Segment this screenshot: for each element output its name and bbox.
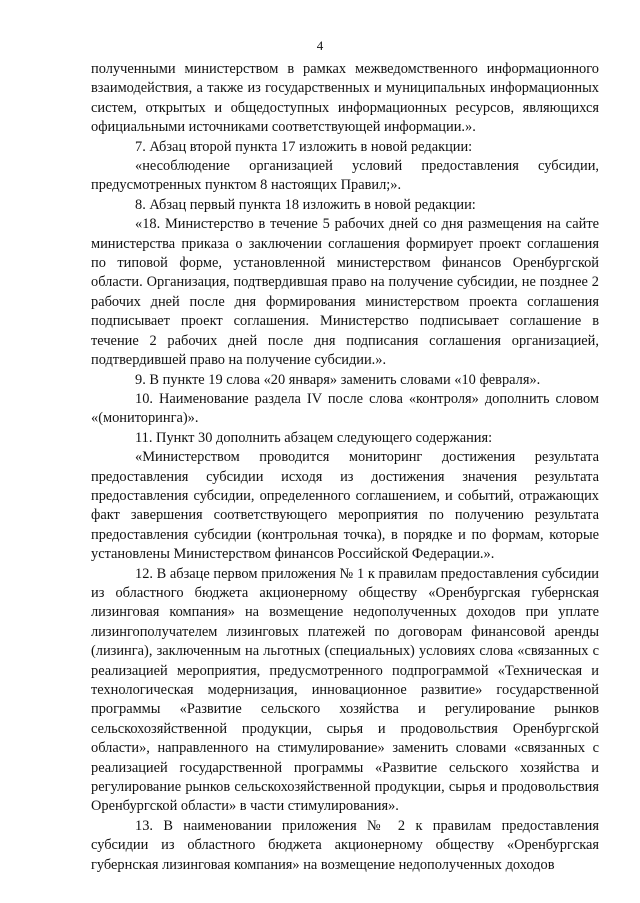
paragraph-item-9: 9. В пункте 19 слова «20 января» заменить словами «10 февраля». [135,371,541,388]
page-number: 4 [316,38,324,53]
paragraph-item-13: 13. В наименовании приложения № 2 к правилам предоставления субсидии из областного бюджета акционерному обществу «Оренбургская губернская лизинговая компания» на возмещение недополученных доходов [91,817,599,873]
paragraph-item-12: 12. В абзаце первом приложения № 1 к правилам предоставления субсидии из областного бюджета акционерному обществу «Оренбургская губернская лизинговая компания» на возмещение недополученных доходов при уплате лизингополучателем лизинговых платежей по договорам финансовой аренды (лизинга), заключенным на льготных (специальных) условиях слова «связанных с реализацией мероприятия, предусмотренного подпрограммой «Техническая и технологическая модернизация, инновационное развитие» государственной программы «Развитие сельского хозяйства и регулирование рынков сельскохозяйственной продукции, сырья и продовольствия Оренбургской области», направленного на стимулирование» заменить словами «связанных с реализацией государственной программы «Развитие сельского хозяйства и регулирование рынков сельскохозяйственной продукции, сырья и продовольствия Оренбургской области» в части стимулирования». [91,565,599,815]
paragraph-quote-item-8: «18. Министерство в течение 5 рабочих дней со дня размещения на сайте министерства приказа о заключении соглашения формирует проект соглашения по типовой форме, установленной министерством финансов Оренбургской области. Организация, подтвердившая право на получение субсидии, не позднее 2 рабочих дней после дня формирования министерством проекта соглашения подписывает проект соглашения. Министерство подписывает соглашение в течение 2 рабочих дней после дня подписания соглашения организацией, подтвердившей право на получение субсидии.». [91,216,599,369]
paragraph-item-7: 7. Абзац второй пункта 17 изложить в новой редакции: [135,138,473,155]
paragraph-item-8: 8. Абзац первый пункта 18 изложить в новой редакции: [135,196,476,213]
paragraph-continuation: полученными министерством в рамках межведомственного информационного взаимодействия, а также из государственных и муниципальных информационных систем, открытых и общедоступных информационных ресурсов, являющихся официальными источниками соответствующей информации.». [91,61,599,136]
paragraph-quote-item-7: «несоблюдение организацией условий предоставления субсидии, предусмотренных пунктом 8 настоящих Правил;». [91,158,599,194]
paragraph-quote-item-11: «Министерством проводится мониторинг достижения результата предоставления субсидии исходя из достижения значения результата предоставления субсидии, определенного соглашением, и событий, отражающих факт завершения соответствующего мероприятия по получению результата предоставления субсидии (контрольная точка), в порядке и по формам, которые установлены Министерством финансов Российской Федерации.». [91,449,599,563]
paragraph-item-11: 11. Пункт 30 дополнить абзацем следующего содержания: [135,429,493,446]
document-body [91,60,599,875]
paragraph-item-10: 10. Наименование раздела IV после слова «контроля» дополнить словом «(мониторинга)». [91,390,599,427]
